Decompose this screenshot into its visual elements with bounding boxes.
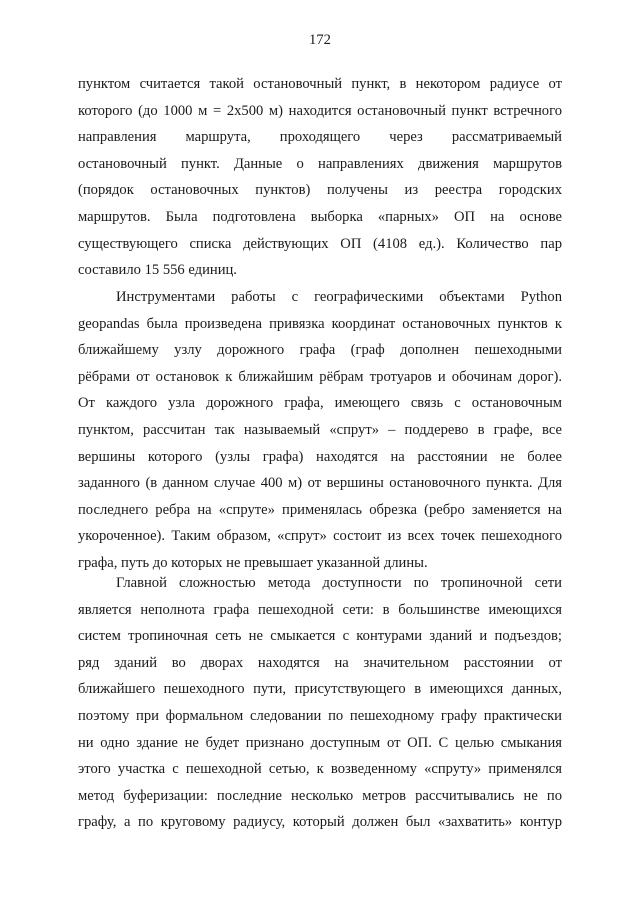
text-line: (порядок остановочных пунктов) получены из реестра городских [78, 182, 562, 199]
text-line: geopandas была произведена привязка координат остановочных пунктов к [78, 315, 562, 332]
text-line: рёбрами от остановок к ближайшим рёбрам тротуаров и обочинам дорог). [78, 368, 562, 385]
text-line: вершины которого (узлы графа) находятся на расстоянии не более [78, 448, 562, 465]
text-line: ближайшего пешеходного пути, присутствующего в имеющихся данных, [78, 681, 562, 698]
text-line: ни одно здание не будет признано доступным от ОП. С целью смыкания [78, 734, 562, 751]
text-line: поэтому при формальном следовании по пешеходному графу практически [78, 707, 562, 724]
text-line: укороченное). Таким образом, «спрут» состоит из всех точек пешеходного [78, 528, 562, 545]
text-line: систем тропиночная сеть не смыкается с контурами зданий и подъездов; [78, 628, 562, 645]
text-line: ближайшему узлу дорожного графа (граф дополнен пешеходными [78, 342, 562, 359]
text-line: метод буферизации: последние несколько метров рассчитывались не по [78, 787, 562, 804]
page-number: 172 [309, 32, 331, 48]
text-line: пунктом, рассчитан так называемый «спрут» – поддерево в графе, все [78, 421, 562, 438]
text-line: направления маршрута, проходящего через рассматриваемый [78, 129, 562, 146]
text-line: этого участка с пешеходной сетью, к возведенному «спруту» применялся [78, 761, 562, 778]
text-line: Инструментами работы с географическими объектами Python [116, 289, 562, 305]
text-line: ряд зданий во дворах находятся на значительном расстоянии от [78, 654, 562, 671]
text-line: которого (до 1000 м = 2x500 м) находится остановочный пункт встречного [78, 102, 562, 119]
text-line: маршрутов. Была подготовлена выборка «парных» ОП на основе [78, 208, 562, 225]
text-line: графу, а по круговому радиусу, который должен был «захватить» контур [78, 814, 562, 831]
text-line: остановочный пункт. Данные о направлениях движения маршрутов [78, 155, 562, 172]
text-line: От каждого узла дорожного графа, имеющего связь с остановочным [78, 395, 562, 412]
text-line: Главной сложностью метода доступности по тропиночной сети [116, 575, 562, 591]
paragraph-1 [78, 71, 562, 284]
text-line: графа, путь до которых не превышает указанной длины. [78, 554, 428, 571]
text-line: последнего ребра на «спруте» применялась обрезка (ребро заменяется на [78, 501, 562, 518]
text-line: составило 15 556 единиц. [78, 262, 237, 279]
paragraph-2 [78, 284, 562, 577]
text-line: пунктом считается такой остановочный пункт, в некотором радиусе от [78, 76, 562, 92]
paragraph-3 [78, 570, 562, 836]
text-line: заданного (в данном случае 400 м) от вершины остановочного пункта. Для [78, 475, 562, 492]
text-line: является неполнота графа пешеходной сети: в большинстве имеющихся [78, 601, 562, 618]
text-line: существующего списка действующих ОП (4108 ед.). Количество пар [78, 235, 562, 252]
